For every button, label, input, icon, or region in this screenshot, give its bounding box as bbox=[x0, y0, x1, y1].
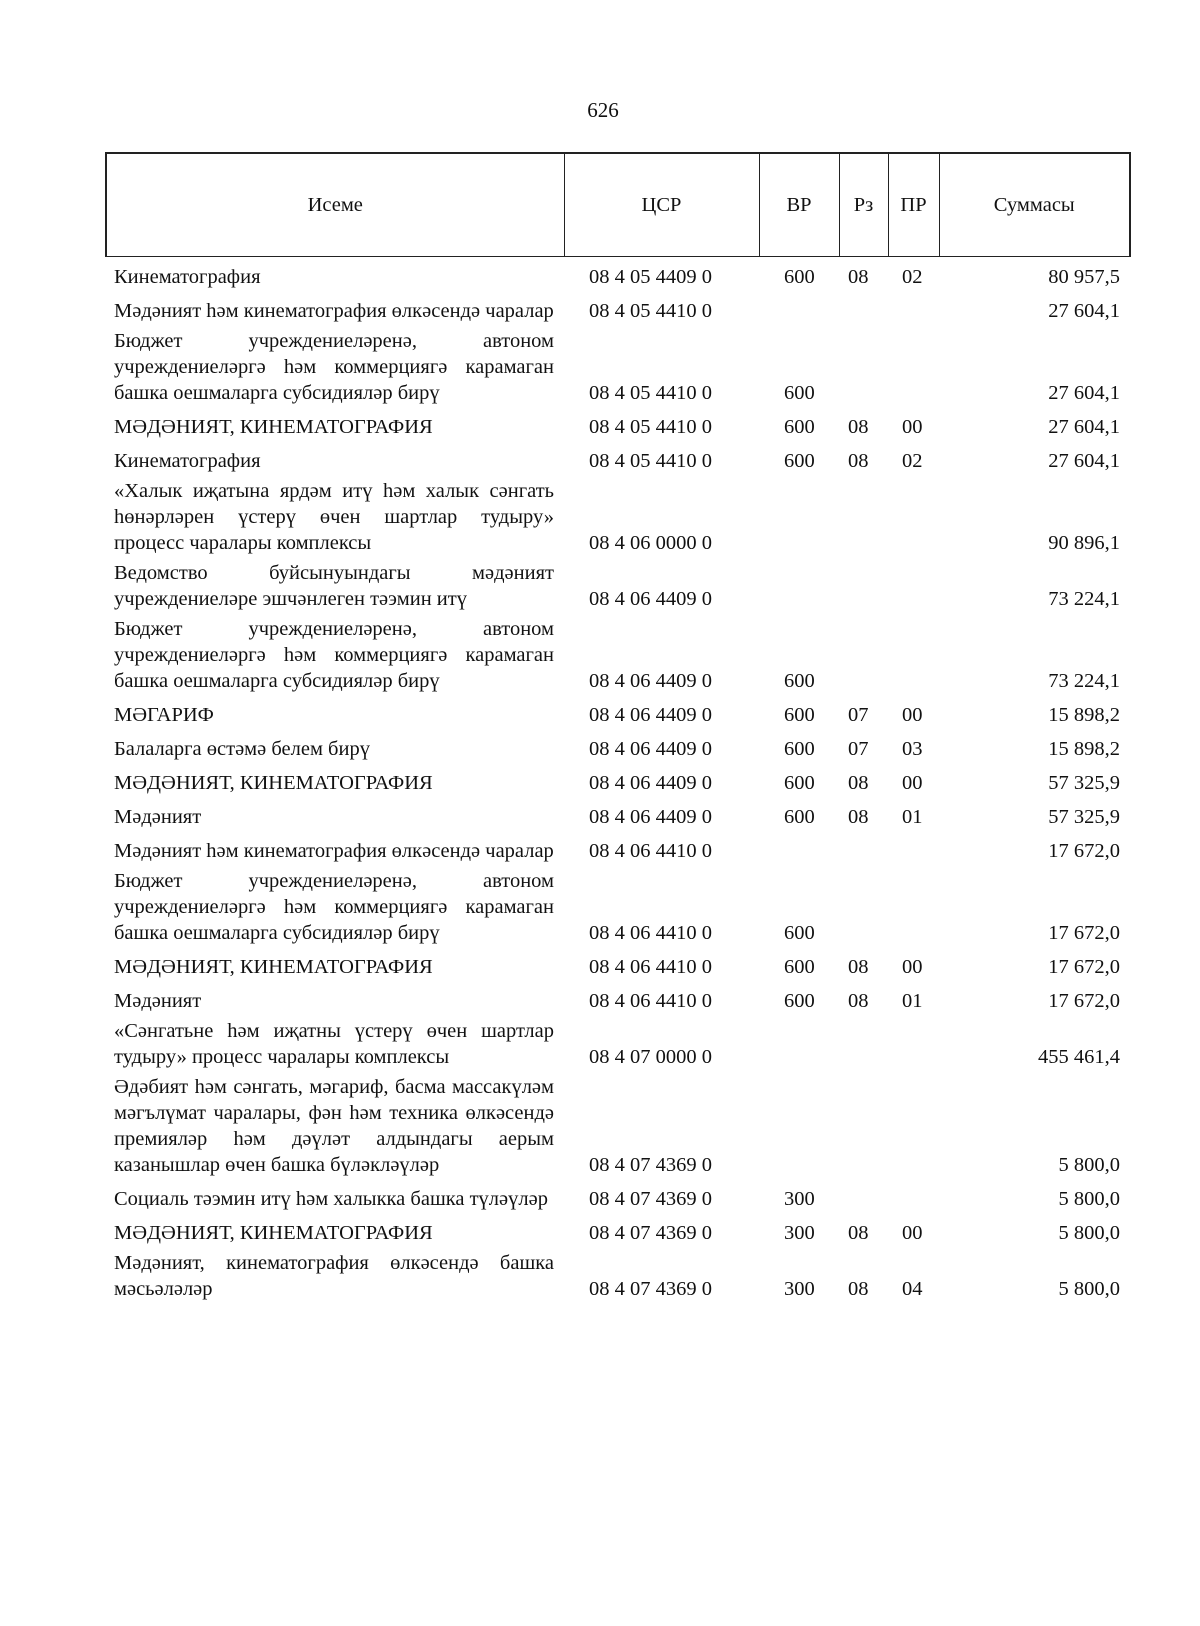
row-sum: 57 325,9 bbox=[1048, 772, 1120, 794]
row-vr: 600 bbox=[784, 738, 815, 760]
row-rz: 08 bbox=[848, 416, 869, 438]
table-row bbox=[106, 1213, 1130, 1247]
row-vr bbox=[759, 291, 839, 325]
row-name: Балаларга өстәмә белем бирү bbox=[114, 738, 370, 760]
row-rz bbox=[839, 831, 888, 865]
row-name: Социаль тәэмин итү һәм халыкка башка түләүләр bbox=[114, 1188, 548, 1210]
table-row bbox=[106, 981, 1130, 1015]
row-rz: 08 bbox=[848, 266, 869, 288]
row-pr: 00 bbox=[902, 1222, 923, 1244]
row-sum: 455 461,4 bbox=[1038, 1046, 1120, 1068]
row-sum: 15 898,2 bbox=[1048, 704, 1120, 726]
table-body bbox=[106, 257, 1130, 1304]
row-name: Мәдәният һәм кинематография өлкәсендә чаралар bbox=[114, 840, 554, 862]
table-row bbox=[106, 865, 1130, 947]
row-pr: 00 bbox=[902, 416, 923, 438]
row-csr: 08 4 05 4410 0 bbox=[589, 416, 712, 438]
row-sum: 27 604,1 bbox=[1048, 382, 1120, 404]
row-name: Мәдәният, кинематография өлкәсендә башка мәсьәләләр bbox=[114, 1252, 554, 1300]
row-pr bbox=[888, 557, 939, 613]
row-vr: 300 bbox=[784, 1278, 815, 1300]
row-vr bbox=[759, 831, 839, 865]
row-vr bbox=[759, 1015, 839, 1071]
table-row bbox=[106, 1071, 1130, 1179]
row-name: МӘДӘНИЯТ, КИНЕМАТОГРАФИЯ bbox=[114, 416, 433, 438]
row-pr: 01 bbox=[902, 806, 923, 828]
row-vr: 600 bbox=[784, 382, 815, 404]
table-row bbox=[106, 613, 1130, 695]
row-csr: 08 4 06 4409 0 bbox=[589, 772, 712, 794]
row-vr: 600 bbox=[784, 772, 815, 794]
row-rz: 08 bbox=[848, 990, 869, 1012]
row-csr: 08 4 05 4410 0 bbox=[589, 382, 712, 404]
row-csr: 08 4 07 4369 0 bbox=[589, 1222, 712, 1244]
row-rz: 07 bbox=[848, 704, 869, 726]
header-name: Исеме bbox=[106, 153, 564, 257]
header-sum: Суммасы bbox=[939, 153, 1130, 257]
row-name: Мәдәният bbox=[114, 990, 202, 1012]
row-sum: 17 672,0 bbox=[1048, 840, 1120, 862]
row-pr: 01 bbox=[902, 990, 923, 1012]
row-vr bbox=[759, 475, 839, 557]
row-name: МӘДӘНИЯТ, КИНЕМАТОГРАФИЯ bbox=[114, 1222, 433, 1244]
budget-table-container bbox=[105, 152, 1129, 1303]
table-row bbox=[106, 325, 1130, 407]
row-csr: 08 4 06 4410 0 bbox=[589, 840, 712, 862]
table-row bbox=[106, 1179, 1130, 1213]
row-csr: 08 4 05 4410 0 bbox=[589, 450, 712, 472]
row-pr: 04 bbox=[902, 1278, 923, 1300]
row-sum: 57 325,9 bbox=[1048, 806, 1120, 828]
row-csr: 08 4 05 4410 0 bbox=[589, 300, 712, 322]
row-vr: 600 bbox=[784, 806, 815, 828]
row-pr: 00 bbox=[902, 956, 923, 978]
row-name: Мәдәният һәм кинематография өлкәсендә чаралар bbox=[114, 300, 554, 322]
row-sum: 5 800,0 bbox=[1058, 1188, 1120, 1210]
row-csr: 08 4 06 4409 0 bbox=[589, 704, 712, 726]
row-csr: 08 4 06 4409 0 bbox=[589, 588, 712, 610]
budget-table bbox=[105, 152, 1131, 1303]
row-csr: 08 4 06 4410 0 bbox=[589, 956, 712, 978]
row-rz: 08 bbox=[848, 1222, 869, 1244]
row-pr bbox=[888, 325, 939, 407]
row-sum: 27 604,1 bbox=[1048, 300, 1120, 322]
row-rz bbox=[839, 1015, 888, 1071]
row-csr: 08 4 06 4409 0 bbox=[589, 806, 712, 828]
row-vr bbox=[759, 1071, 839, 1179]
row-rz: 07 bbox=[848, 738, 869, 760]
row-name: Ведомство буйсынуындагы мәдәният учреждениеләре эшчәнлеген тәэмин итү bbox=[114, 562, 554, 610]
row-sum: 17 672,0 bbox=[1048, 990, 1120, 1012]
row-csr: 08 4 06 4410 0 bbox=[589, 990, 712, 1012]
table-row bbox=[106, 1015, 1130, 1071]
row-sum: 17 672,0 bbox=[1048, 922, 1120, 944]
row-sum: 5 800,0 bbox=[1058, 1154, 1120, 1176]
table-row bbox=[106, 557, 1130, 613]
row-sum: 73 224,1 bbox=[1048, 670, 1120, 692]
row-rz: 08 bbox=[848, 772, 869, 794]
row-vr: 300 bbox=[784, 1222, 815, 1244]
row-pr bbox=[888, 831, 939, 865]
row-vr: 600 bbox=[784, 450, 815, 472]
row-rz: 08 bbox=[848, 956, 869, 978]
table-row bbox=[106, 763, 1130, 797]
row-pr bbox=[888, 613, 939, 695]
row-name: Мәдәният bbox=[114, 806, 202, 828]
row-name: Бюджет учреждениеләренә, автоном учреждениеләргә һәм коммерциягә карамаган башка оешмаларга субсидияләр бирү bbox=[114, 870, 554, 944]
row-name: «Сәнгатьне һәм иҗатны үстерү өчен шартлар тудыру» процесс чаралары комплексы bbox=[114, 1020, 554, 1068]
table-row bbox=[106, 831, 1130, 865]
row-vr: 300 bbox=[784, 1188, 815, 1210]
row-sum: 17 672,0 bbox=[1048, 956, 1120, 978]
row-rz bbox=[839, 557, 888, 613]
row-pr: 00 bbox=[902, 772, 923, 794]
row-pr bbox=[888, 1015, 939, 1071]
table-row bbox=[106, 947, 1130, 981]
row-vr bbox=[759, 557, 839, 613]
row-csr: 08 4 07 4369 0 bbox=[589, 1188, 712, 1210]
row-vr: 600 bbox=[784, 416, 815, 438]
row-pr bbox=[888, 475, 939, 557]
row-name: Бюджет учреждениеләренә, автоном учреждениеләргә һәм коммерциягә карамаган башка оешмаларга субсидияләр бирү bbox=[114, 330, 554, 404]
row-pr bbox=[888, 865, 939, 947]
table-row bbox=[106, 797, 1130, 831]
row-sum: 90 896,1 bbox=[1048, 532, 1120, 554]
row-pr: 02 bbox=[902, 450, 923, 472]
row-name: «Халык иҗатына ярдәм итү һәм халык сәнгать һөнәрләрен үстерү өчен шартлар тудыру» процесс чаралары комплексы bbox=[114, 480, 554, 554]
header-vr: ВР bbox=[759, 153, 839, 257]
row-name: Кинематография bbox=[114, 266, 261, 288]
table-row bbox=[106, 257, 1130, 292]
row-rz bbox=[839, 1179, 888, 1213]
row-name: МӘГАРИФ bbox=[114, 704, 214, 726]
row-vr: 600 bbox=[784, 922, 815, 944]
row-rz bbox=[839, 613, 888, 695]
row-pr bbox=[888, 1179, 939, 1213]
row-csr: 08 4 06 4410 0 bbox=[589, 922, 712, 944]
row-rz: 08 bbox=[848, 1278, 869, 1300]
row-sum: 73 224,1 bbox=[1048, 588, 1120, 610]
row-vr: 600 bbox=[784, 990, 815, 1012]
row-csr: 08 4 07 4369 0 bbox=[589, 1278, 712, 1300]
row-sum: 27 604,1 bbox=[1048, 416, 1120, 438]
row-pr: 03 bbox=[902, 738, 923, 760]
row-sum: 5 800,0 bbox=[1058, 1278, 1120, 1300]
table-row bbox=[106, 407, 1130, 441]
header-rz: Рз bbox=[839, 153, 888, 257]
row-name: МӘДӘНИЯТ, КИНЕМАТОГРАФИЯ bbox=[114, 956, 433, 978]
row-sum: 80 957,5 bbox=[1048, 266, 1120, 288]
row-csr: 08 4 06 4409 0 bbox=[589, 738, 712, 760]
row-rz bbox=[839, 475, 888, 557]
table-row bbox=[106, 729, 1130, 763]
row-sum: 5 800,0 bbox=[1058, 1222, 1120, 1244]
table-row bbox=[106, 291, 1130, 325]
row-name: МӘДӘНИЯТ, КИНЕМАТОГРАФИЯ bbox=[114, 772, 433, 794]
row-rz bbox=[839, 291, 888, 325]
row-sum: 27 604,1 bbox=[1048, 450, 1120, 472]
table-row bbox=[106, 441, 1130, 475]
row-rz: 08 bbox=[848, 450, 869, 472]
row-rz bbox=[839, 865, 888, 947]
row-vr: 600 bbox=[784, 956, 815, 978]
row-name: Кинематография bbox=[114, 450, 261, 472]
table-header bbox=[106, 153, 1130, 257]
header-csr: ЦСР bbox=[564, 153, 759, 257]
row-sum: 15 898,2 bbox=[1048, 738, 1120, 760]
header-pr: ПР bbox=[888, 153, 939, 257]
row-rz bbox=[839, 325, 888, 407]
row-vr: 600 bbox=[784, 670, 815, 692]
table-row bbox=[106, 475, 1130, 557]
row-name: Әдәбият һәм сәнгать, мәгариф, басма массакүләм мәгълүмат чаралары, фән һәм техника өлкәсендә премияләр һәм дәүләт алдындагы аерым казанышлар өчен башка бүләкләүләр bbox=[114, 1076, 554, 1176]
row-vr: 600 bbox=[784, 704, 815, 726]
row-csr: 08 4 05 4409 0 bbox=[589, 266, 712, 288]
row-pr bbox=[888, 291, 939, 325]
row-pr: 02 bbox=[902, 266, 923, 288]
row-csr: 08 4 06 4409 0 bbox=[589, 670, 712, 692]
row-rz: 08 bbox=[848, 806, 869, 828]
row-pr bbox=[888, 1071, 939, 1179]
row-rz bbox=[839, 1071, 888, 1179]
row-csr: 08 4 06 0000 0 bbox=[589, 532, 712, 554]
table-row bbox=[106, 1247, 1130, 1303]
page-number: 626 bbox=[587, 98, 619, 122]
row-pr: 00 bbox=[902, 704, 923, 726]
row-vr: 600 bbox=[784, 266, 815, 288]
row-name: Бюджет учреждениеләренә, автоном учреждениеләргә һәм коммерциягә карамаган башка оешмаларга субсидияләр бирү bbox=[114, 618, 554, 692]
row-csr: 08 4 07 4369 0 bbox=[589, 1154, 712, 1176]
table-row bbox=[106, 695, 1130, 729]
row-csr: 08 4 07 0000 0 bbox=[589, 1046, 712, 1068]
